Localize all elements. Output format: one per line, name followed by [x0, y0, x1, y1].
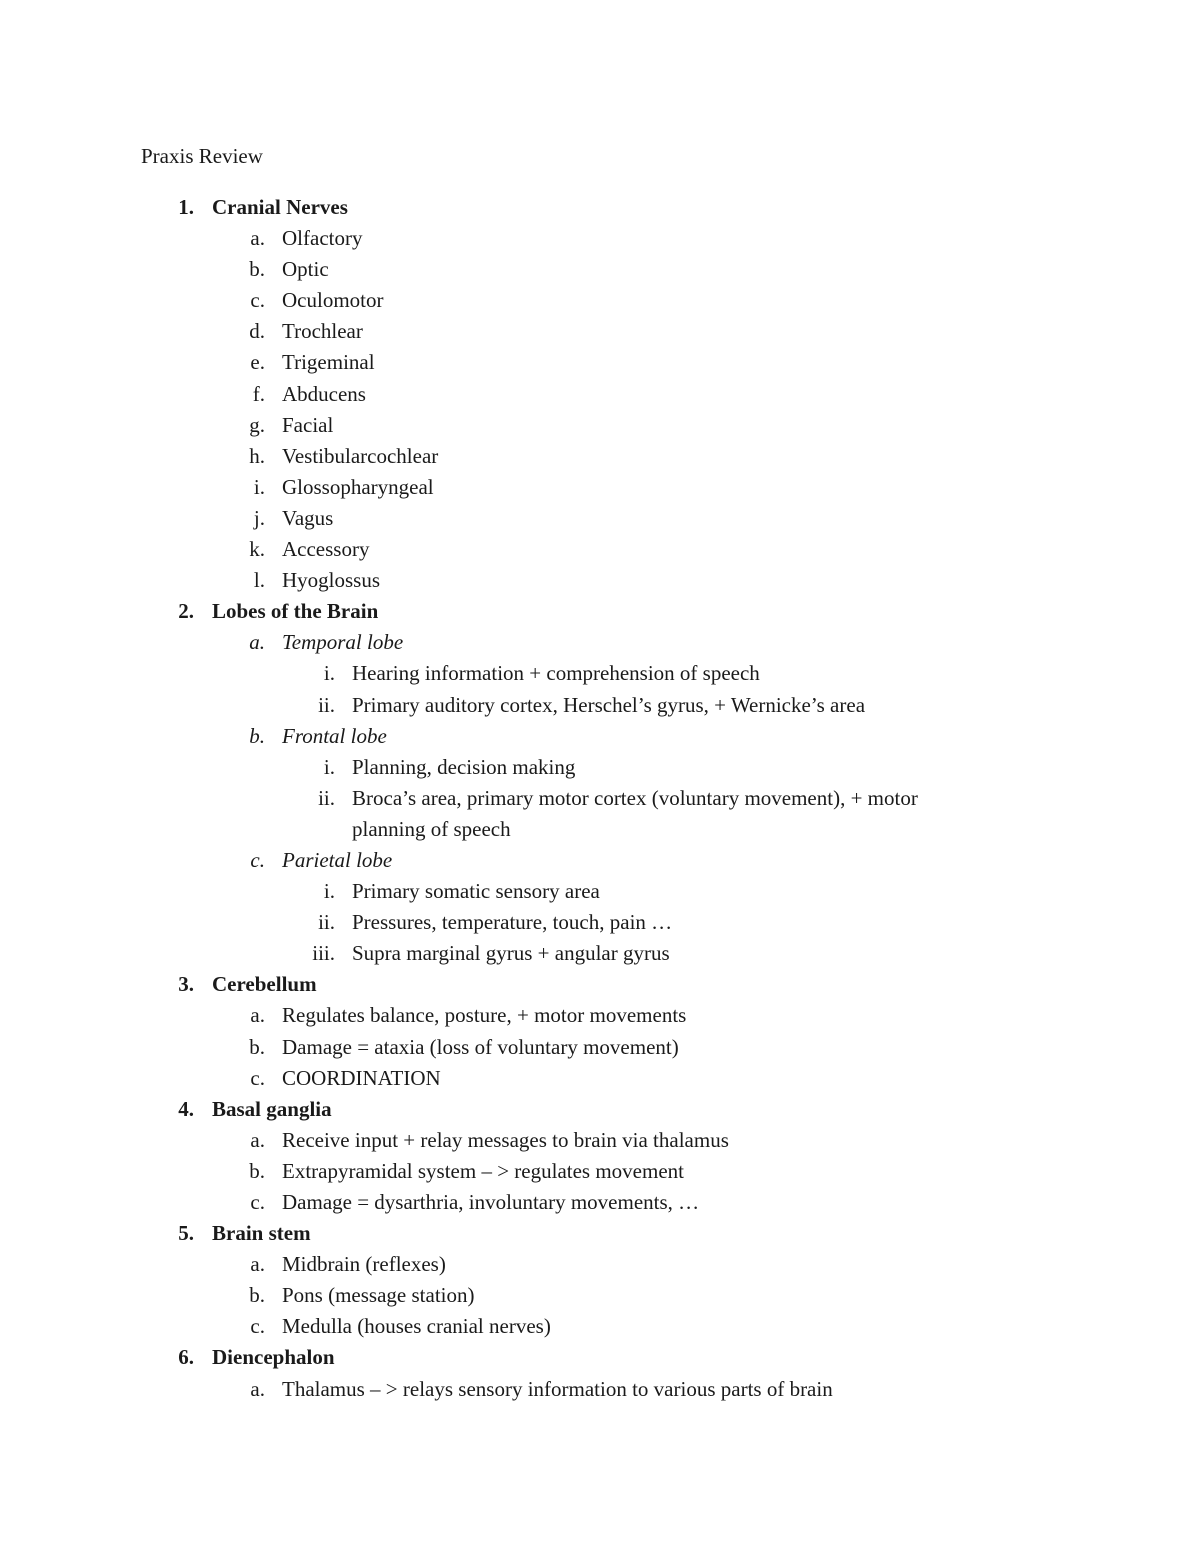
- document-title: Praxis Review: [141, 144, 263, 168]
- list-marker: a.: [250, 1376, 265, 1401]
- list-marker: b.: [249, 257, 265, 282]
- sub-list-item: [0, 660, 1200, 691]
- list-text: Primary auditory cortex, Herschel’s gyrus, + Wernicke’s area: [352, 692, 866, 717]
- list-item: [0, 1002, 1200, 1033]
- list-marker: ii.: [318, 785, 335, 810]
- list-text: Thalamus – > relays sensory information to various parts of brain: [282, 1376, 833, 1401]
- list-marker: c.: [250, 1190, 265, 1214]
- list-text: Abducens: [282, 381, 366, 406]
- list-item: [0, 505, 1200, 536]
- list-marker: a.: [250, 1003, 265, 1028]
- list-text: Diencephalon: [212, 1345, 335, 1370]
- list-item: [0, 349, 1200, 380]
- list-text: Extrapyramidal system – > regulates movement: [282, 1158, 684, 1183]
- sub-list-item-continuation: [0, 816, 1200, 847]
- list-marker: 1.: [178, 195, 194, 219]
- list-text: Damage = dysarthria, involuntary movements, …: [282, 1190, 700, 1214]
- list-text: Pons (message station): [282, 1283, 475, 1308]
- list-item: [0, 225, 1200, 256]
- list-marker: b.: [249, 1283, 265, 1308]
- list-marker: k.: [249, 537, 265, 562]
- list-marker: b.: [249, 723, 265, 748]
- list-text: Pressures, temperature, touch, pain …: [352, 910, 673, 935]
- list-item: [0, 1158, 1200, 1189]
- list-marker: a.: [250, 1252, 265, 1277]
- section-heading: [0, 194, 1200, 225]
- sub-list-item: [0, 940, 1200, 971]
- list-item: [0, 256, 1200, 287]
- list-item: [0, 474, 1200, 505]
- list-item: [0, 847, 1200, 878]
- list-text: Midbrain (reflexes): [282, 1252, 446, 1277]
- list-text: Broca’s area, primary motor cortex (voluntary movement), + motor: [352, 785, 918, 810]
- sub-list-item: [0, 878, 1200, 909]
- list-marker: ii.: [318, 692, 335, 717]
- list-marker: iii.: [312, 941, 335, 966]
- section-heading: [0, 1220, 1200, 1251]
- list-text: Temporal lobe: [282, 630, 404, 655]
- section-heading: [0, 1096, 1200, 1127]
- list-text: Lobes of the Brain: [212, 599, 379, 624]
- list-text: COORDINATION: [282, 1065, 441, 1090]
- list-marker: c.: [250, 1065, 265, 1090]
- list-text: Basal ganglia: [212, 1096, 332, 1121]
- list-text: Accessory: [282, 537, 370, 562]
- list-item: [0, 412, 1200, 443]
- list-text: Trochlear: [282, 319, 363, 344]
- list-marker: i.: [323, 661, 335, 686]
- list-text: Glossopharyngeal: [282, 474, 434, 499]
- list-text: Optic: [282, 257, 329, 282]
- list-item: [0, 536, 1200, 567]
- list-marker: 5.: [178, 1221, 194, 1246]
- list-text: Receive input + relay messages to brain via thalamus: [282, 1127, 729, 1152]
- list-text: Hearing information + comprehension of speech: [352, 661, 760, 686]
- list-marker: ii.: [318, 910, 335, 935]
- list-marker: 3.: [178, 972, 194, 997]
- list-marker: c.: [250, 1314, 265, 1339]
- list-item: [0, 1127, 1200, 1158]
- list-marker: d.: [249, 319, 265, 344]
- list-marker: b.: [249, 1158, 265, 1183]
- list-marker: i.: [323, 879, 335, 904]
- list-marker: c.: [250, 288, 265, 313]
- list-marker: a.: [250, 1127, 265, 1152]
- section-heading: [0, 971, 1200, 1002]
- list-item: [0, 1251, 1200, 1282]
- list-text: Oculomotor: [282, 288, 384, 313]
- list-text: Planning, decision making: [352, 754, 576, 779]
- list-text: Regulates balance, posture, + motor movements: [282, 1003, 687, 1028]
- section-heading: [0, 598, 1200, 629]
- list-item: [0, 629, 1200, 660]
- sub-list-item: [0, 785, 1200, 816]
- list-marker: i.: [253, 474, 265, 499]
- list-item: [0, 1282, 1200, 1313]
- list-marker: l.: [253, 568, 265, 593]
- list-text: planning of speech: [352, 816, 511, 841]
- list-text: Vestibularcochlear: [282, 443, 439, 468]
- list-text: Parietal lobe: [282, 847, 393, 872]
- list-text: Hyoglossus: [282, 568, 381, 593]
- list-item: [0, 381, 1200, 412]
- list-item: [0, 318, 1200, 349]
- list-marker: h.: [249, 443, 265, 468]
- list-text: Frontal lobe: [282, 723, 387, 748]
- list-marker: g.: [249, 412, 265, 437]
- section-heading: [0, 1344, 1200, 1375]
- list-item: [0, 1376, 1200, 1407]
- list-marker: a.: [250, 226, 265, 251]
- list-text: Medulla (houses cranial nerves): [282, 1314, 551, 1339]
- list-text: Primary somatic sensory area: [352, 879, 600, 904]
- list-marker: f.: [252, 381, 265, 406]
- list-text: Trigeminal: [282, 350, 375, 375]
- list-item: [0, 287, 1200, 318]
- list-marker: 4.: [178, 1096, 194, 1121]
- list-marker: e.: [250, 350, 265, 375]
- list-text: Vagus: [282, 505, 334, 530]
- list-item: [0, 1189, 1200, 1220]
- outline-list: [0, 194, 1200, 1407]
- list-marker: c.: [250, 847, 265, 872]
- list-item: [0, 723, 1200, 754]
- list-text: Supra marginal gyrus + angular gyrus: [352, 941, 670, 966]
- list-text: Damage = ataxia (loss of voluntary movement): [282, 1034, 679, 1059]
- list-text: Facial: [282, 412, 334, 437]
- list-item: [0, 1313, 1200, 1344]
- list-marker: 2.: [178, 599, 194, 624]
- list-text: Brain stem: [212, 1221, 311, 1246]
- sub-list-item: [0, 692, 1200, 723]
- list-marker: 6.: [178, 1345, 194, 1370]
- list-item: [0, 1034, 1200, 1065]
- list-item: [0, 1065, 1200, 1096]
- list-item: [0, 567, 1200, 598]
- sub-list-item: [0, 754, 1200, 785]
- list-marker: j.: [253, 505, 265, 530]
- list-text: Olfactory: [282, 226, 363, 251]
- list-text: Cranial Nerves: [212, 195, 348, 219]
- list-marker: b.: [249, 1034, 265, 1059]
- list-text: Cerebellum: [212, 972, 317, 997]
- list-marker: i.: [323, 754, 335, 779]
- list-marker: a.: [249, 630, 265, 655]
- list-item: [0, 443, 1200, 474]
- sub-list-item: [0, 909, 1200, 940]
